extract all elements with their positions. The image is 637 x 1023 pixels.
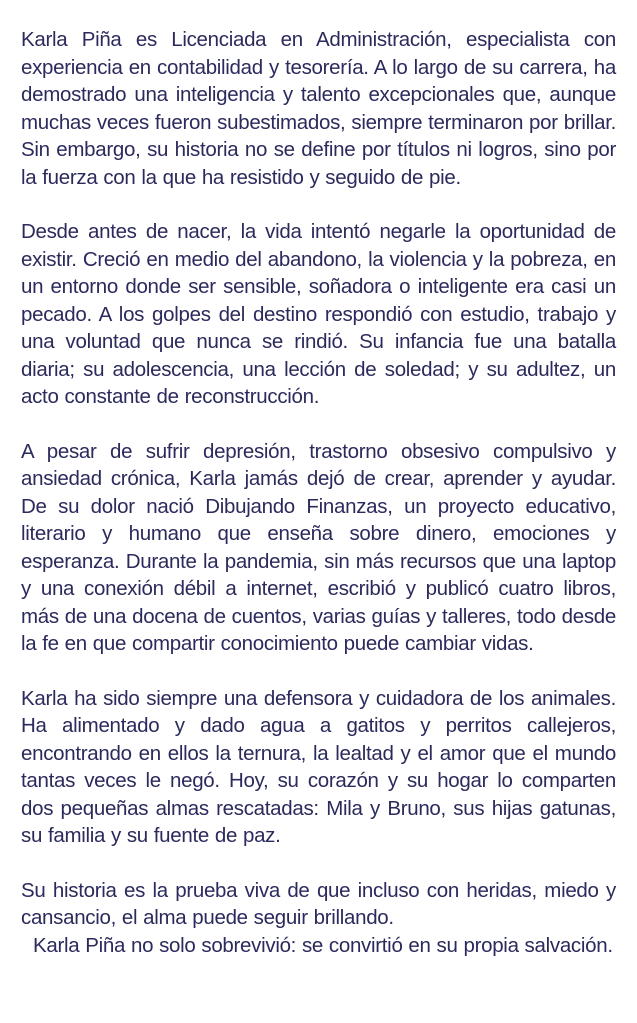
paragraph-final-line: Karla Piña no solo sobrevivió: se convirtió en su propia salvación. bbox=[33, 933, 613, 957]
paragraph-career: Karla Piña es Licenciada en Administración, especialista con experiencia en contabilidad y tesorería. A lo largo de su carrera, ha demostrado una inteligencia y talento excepcionales que, aunque muchas veces fueron subestimados, siempre terminaron por brillar. Sin embargo, su historia no se define por títulos ni logros, sino por la fuerza con la que ha resistido y seguido de pie. bbox=[21, 28, 616, 189]
paragraph-dibujando-finanzas: A pesar de sufrir depresión, trastorno obsesivo compulsivo y ansiedad crónica, Karla jamás dejó de crear, aprender y ayudar. De su dolor nació Dibujando Finanzas, un proyecto educativo, literario y humano que enseña sobre dinero, emociones y esperanza. Durante la pandemia, sin más recursos que una laptop y una conexión débil a internet, escribió y publicó cuatro libros, más de una docena de cuentos, varias guías y talleres, todo desde la fe en que compartir conocimiento puede cambiar vidas. bbox=[21, 439, 616, 655]
paragraph-childhood: Desde antes de nacer, la vida intentó negarle la oportunidad de existir. Creció en medio del abandono, la violencia y la pobreza, en un entorno donde ser sensible, soñadora o inteligente era casi un pecado. A los golpes del destino respondió con estudio, trabajo y una voluntad que nunca se rindió. Su infancia fue una batalla diaria; su adolescencia, una lección de soledad; y su adultez, un acto constante de reconstrucción. bbox=[21, 220, 616, 408]
paragraph-closing: Su historia es la prueba viva de que incluso con heridas, miedo y cansancio, el alma puede seguir brillando. bbox=[21, 878, 616, 929]
paragraph-animals: Karla ha sido siempre una defensora y cuidadora de los animales. Ha alimentado y dado agua a gatitos y perritos callejeros, encontrando en ellos la ternura, la lealtad y el amor que el mundo tantas veces le negó. Hoy, su corazón y su hogar lo comparten dos pequeñas almas rescatadas: Mila y Bruno, sus hijas gatunas, su familia y su fuente de paz. bbox=[21, 686, 616, 847]
